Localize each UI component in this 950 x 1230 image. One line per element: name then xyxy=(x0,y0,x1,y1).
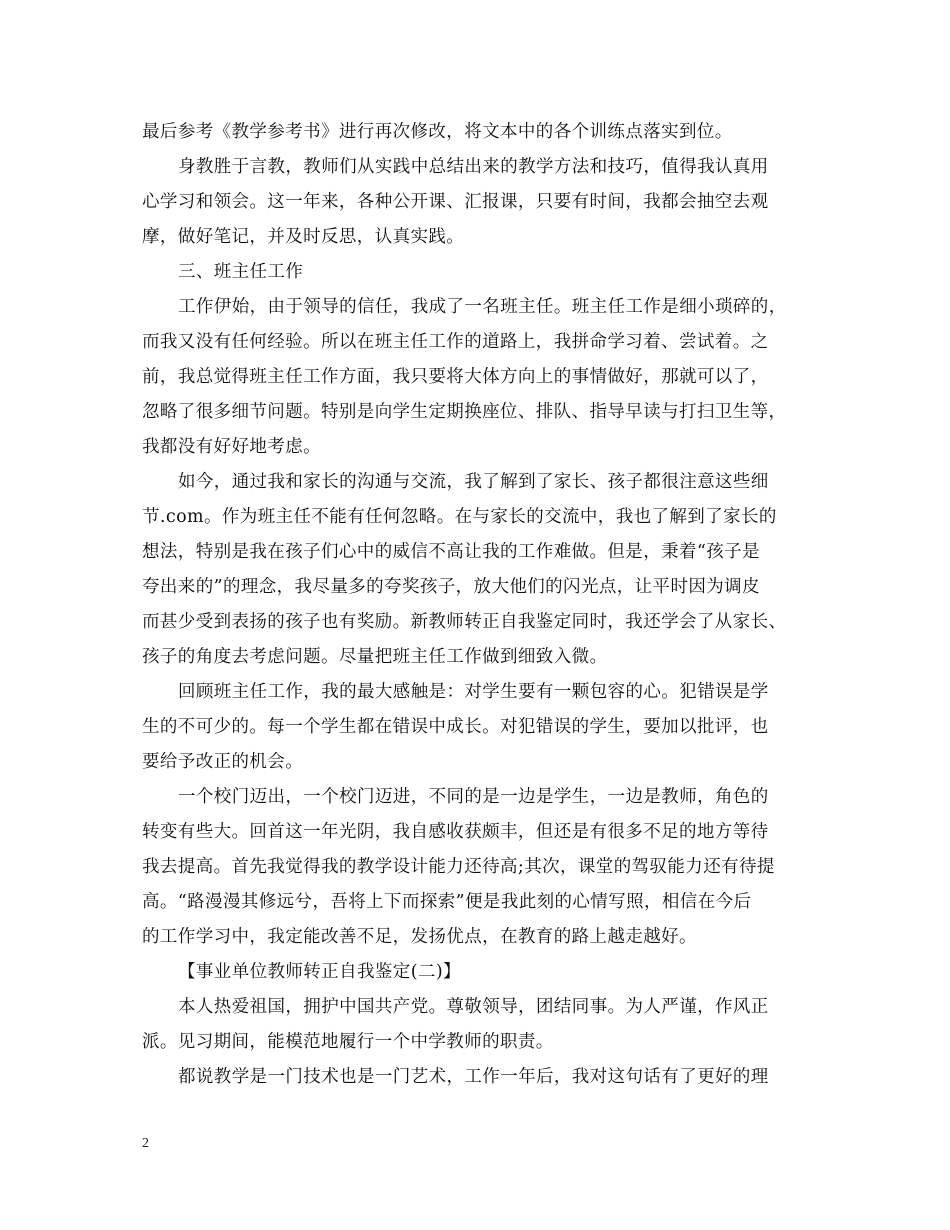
text-line: 要给予改正的机会。 xyxy=(142,752,304,772)
paragraph-start: 都说教学是一门技术也是一门艺术，工作一年后，我对这句话有了更好的理 xyxy=(178,1067,769,1087)
text-line: 我去提高。首先我觉得我的教学设计能力还待高;其次，课堂的驾驭能力还有待提 xyxy=(142,857,775,877)
text-line: 而我又没有任何经验。所以在班主任工作的道路上，我拼命学习着、尝试着。之 xyxy=(142,332,769,352)
text-line: 节.com。作为班主任不能有任何忽略。在与家长的交流中，我也了解到了家长的 xyxy=(142,507,777,527)
section-title: 【事业单位教师转正自我鉴定(二)】 xyxy=(178,962,461,982)
text-line: 而甚少受到表扬的孩子也有奖励。新教师转正自我鉴定同时，我还学会了从家长、 xyxy=(142,612,787,632)
text-line: 最后参考《教学参考书》进行再次修改，将文本中的各个训练点落实到位。 xyxy=(142,122,733,142)
text-line: 前，我总觉得班主任工作方面，我只要将大体方向上的事情做好，那就可以了， xyxy=(142,367,769,387)
page-number: 2 xyxy=(142,1136,149,1151)
paragraph-start: 一个校门迈出，一个校门迈进，不同的是一边是学生，一边是教师，角色的 xyxy=(178,787,769,807)
paragraph-start: 本人热爱祖国，拥护中国共产党。尊敬领导，团结同事。为人严谨，作风正 xyxy=(178,997,769,1017)
section-heading: 三、班主任工作 xyxy=(178,262,304,282)
paragraph-start: 如今，通过我和家长的沟通与交流，我了解到了家长、孩子都很注意这些细 xyxy=(178,472,769,492)
text-line: 摩，做好笔记，并及时反思，认真实践。 xyxy=(142,227,465,247)
text-line: 转变有些大。回首这一年光阴，我自感收获颇丰，但还是有很多不足的地方等待 xyxy=(142,822,769,842)
text-line: 派。见习期间，能模范地履行一个中学教师的职责。 xyxy=(142,1032,554,1052)
text-line: 忽略了很多细节问题。特别是向学生定期换座位、排队、指导早读与打扫卫生等， xyxy=(142,402,787,422)
text-line: 我都没有好好地考虑。 xyxy=(142,437,321,457)
paragraph-start: 身教胜于言教，教师们从实践中总结出来的教学方法和技巧，值得我认真用 xyxy=(178,157,769,177)
text-line: 高。“路漫漫其修远兮，吾将上下而探索”便是我此刻的心情写照，相信在今后 xyxy=(142,892,752,912)
text-line: 孩子的角度去考虑问题。尽量把班主任工作做到细致入微。 xyxy=(142,647,608,667)
document-body xyxy=(142,115,814,1095)
paragraph-start: 回顾班主任工作，我的最大感触是：对学生要有一颗包容的心。犯错误是学 xyxy=(178,682,769,702)
text-line: 夸出来的”的理念，我尽量多的夸奖孩子，放大他们的闪光点，让平时因为调皮 xyxy=(142,577,760,597)
paragraph-start: 工作伊始，由于领导的信任，我成了一名班主任。班主任工作是细小琐碎的， xyxy=(178,297,787,317)
text-line: 想法，特别是我在孩子们心中的威信不高让我的工作难做。但是，秉着“孩子是 xyxy=(142,542,760,562)
text-line: 心学习和领会。这一年来，各种公开课、汇报课，只要有时间，我都会抽空去观 xyxy=(142,192,769,212)
text-line: 的工作学习中，我定能改善不足，发扬优点，在教育的路上越走越好。 xyxy=(142,927,697,947)
text-line: 生的不可少的。每一个学生都在错误中成长。对犯错误的学生，要加以批评，也 xyxy=(142,717,769,737)
